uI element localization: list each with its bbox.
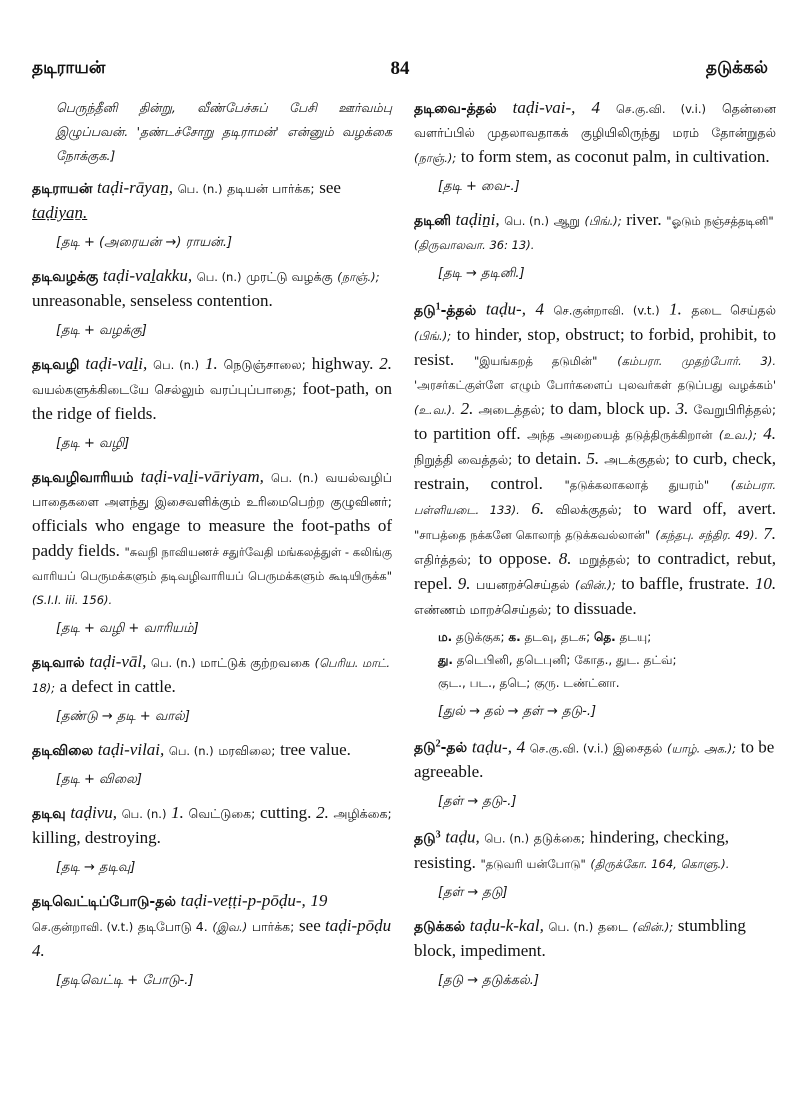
headword: தடிவழி xyxy=(32,357,80,373)
conjugation-class: 4 xyxy=(591,98,600,117)
citation: (கம்பரா. முதற்போர். 3). xyxy=(617,353,777,368)
citation: (பிங்.); xyxy=(414,328,452,343)
tamil-gloss: தடியன் பார்க்க; xyxy=(227,181,315,196)
english-gloss: to dissuade. xyxy=(556,598,637,618)
etymology: [தடி + விலை] xyxy=(56,772,142,787)
tamil-gloss: பார்க்க; xyxy=(251,919,295,934)
tamil-gloss: விலக்குதல்; xyxy=(555,501,622,517)
right-column xyxy=(414,96,776,1002)
english-gloss: to contradict, rebut, repel. xyxy=(414,548,777,593)
dictionary-entry xyxy=(32,889,392,992)
continuation-text: பெருந்தீனி தின்று, வீண்பேச்சுப் பேசி ஊர்வம்பு இழுப்பவன். 'தண்டச்சோறு தடிராமன்' என்னும் வழக்கை நோக்குக.] xyxy=(56,100,392,163)
grammar-label: பெ. (n.) xyxy=(548,919,594,934)
citation: (யாழ். அக.); xyxy=(667,741,737,756)
tamil-gloss: மாட்டுக் குற்றவகை xyxy=(200,655,310,670)
dictionary-entry xyxy=(32,465,392,640)
tamil-gloss: வயல்வழிப் பாதைகளை அளந்து இசைவளிக்கும் உரிமைபெற்ற குழுவினர்; xyxy=(32,470,393,509)
grammar-label: பெ. (n.) xyxy=(177,182,223,196)
english-gloss: cutting. xyxy=(259,803,312,822)
quotation: "இயங்கறத் தடுமின்" xyxy=(473,353,598,368)
transliteration: taḍi-vaḻakku, xyxy=(102,266,193,285)
tamil-gloss: தென்னை வளர்ப்பில் முதலாவதாகக் குழியிலிருந்து மரம் தோன்றுதல் xyxy=(414,101,776,140)
english-gloss: to oppose. xyxy=(478,548,552,568)
sense-number: 5. xyxy=(586,448,600,468)
running-head-left: தடிராயன் xyxy=(32,58,106,78)
tamil-gloss: மரவிலை; xyxy=(218,743,276,758)
citation: (நாஞ்.); xyxy=(337,270,380,284)
english-gloss: river. xyxy=(626,210,662,229)
homograph-number: 1 xyxy=(435,301,441,312)
citation: (பிங்.); xyxy=(584,214,622,228)
sense-number: 8. xyxy=(558,548,572,568)
cognate-line: து. தடெபினி, தடெபுனி; கோத., துட. தட்வ்; xyxy=(438,652,677,667)
english-gloss: see xyxy=(319,178,341,197)
citation: (நாஞ்.); xyxy=(414,151,457,165)
transliteration: taḍu-, xyxy=(485,299,526,319)
english-gloss: see xyxy=(299,916,326,935)
etymology: [தடி + வழி + வாரியம்] xyxy=(56,621,199,636)
grammar-label: பெ. (n.) xyxy=(153,358,200,372)
grammar-label: பெ. (n.) xyxy=(196,270,242,284)
transliteration: taḍi-vai-, xyxy=(512,98,576,117)
citation: (வின்.); xyxy=(575,577,616,592)
tamil-gloss: நெடுஞ்சாலை; xyxy=(223,357,306,372)
grammar-label: செ.கு.வி. (v.i.) xyxy=(529,741,609,756)
citation: (S.I.I. iii. 156). xyxy=(32,593,113,607)
quotation: 'அரசர்கட்குள்ளே எழும் போர்களைப் புலவர்கள் தடுப்பது வழக்கம்' xyxy=(414,377,776,392)
english-gloss: to dam, block up. xyxy=(550,398,671,418)
grammar-label: பெ. (n.) xyxy=(121,807,167,821)
dictionary-entry xyxy=(32,264,392,342)
dictionary-entry xyxy=(414,96,776,198)
transliteration: taḍivu, xyxy=(70,803,118,822)
english-gloss: tree value. xyxy=(280,740,351,759)
tamil-gloss: நிறுத்தி வைத்தல்; xyxy=(414,451,513,467)
headword: தடிவால் xyxy=(32,655,85,671)
english-gloss: killing, destroying. xyxy=(32,828,161,847)
etymology: [தள் → தடு-.] xyxy=(438,794,517,810)
cognate-line: ம. தடுக்குக; க. தடவு, தடசு; தெ. தடயு; xyxy=(438,629,652,644)
running-head-right: தடுக்கல் xyxy=(705,58,768,78)
headword: தடு$^3$ xyxy=(414,829,441,847)
quotation: "ஓடும் நஞ்சத்தடினி" xyxy=(666,214,774,228)
headword: தடு$^2$-தல் xyxy=(414,738,468,757)
tamil-gloss: தடை செய்தல் xyxy=(691,302,777,318)
sense-number: 7. xyxy=(763,523,776,543)
transliteration: taḍu-k-kal, xyxy=(469,915,544,935)
tamil-gloss: வேறுபிரித்தல்; xyxy=(693,401,777,417)
headword: தடிவிலை xyxy=(32,743,94,759)
citation: (பெரிய. மாட். 18); xyxy=(32,656,391,695)
page-header xyxy=(32,58,768,86)
tamil-gloss: தடுக்கை; xyxy=(533,830,586,846)
dictionary-entry xyxy=(414,823,776,904)
cognate-line: குட., பட., தடெ; குரு. டண்ட்னா. xyxy=(438,675,620,690)
sense-number: 6. xyxy=(531,498,545,518)
tamil-gloss: எதிர்த்தல்; xyxy=(414,551,472,567)
etymology: [தடி → தடிவு] xyxy=(56,860,136,875)
transliteration: taḍu, xyxy=(445,827,480,847)
headword: தடிராயன் xyxy=(32,181,93,197)
etymology: [தடி + வழக்கு] xyxy=(56,323,147,338)
sense-number: 1. xyxy=(204,354,218,373)
quotation: அந்த அறையைத் தடுத்திருக்கிறான் xyxy=(527,427,713,442)
english-gloss: to be agreeable. xyxy=(414,737,775,782)
dictionary-entry xyxy=(32,650,392,728)
citation: (திருக்கோ. 164, கொளு.). xyxy=(590,856,730,871)
tamil-gloss: எண்ணம் மாறச்செய்தல்; xyxy=(414,601,552,617)
dictionary-entry xyxy=(32,801,392,879)
grammar-label: செ.குன்றாவி. (v.t.) xyxy=(32,920,134,934)
transliteration: taḍi-rāyaṉ, xyxy=(97,178,174,197)
english-gloss: to detain. xyxy=(517,448,582,468)
tamil-gloss: முரட்டு வழக்கு xyxy=(246,269,333,284)
etymology: [தடி + (அரையன் →) ராயன்.] xyxy=(56,235,233,250)
dictionary-entry xyxy=(414,295,776,723)
english-gloss: a defect in cattle. xyxy=(59,677,176,696)
tamil-gloss: அழிக்கை; xyxy=(333,806,392,821)
dictionary-entry xyxy=(414,914,776,992)
transliteration: taḍi-vaḻi, xyxy=(85,354,148,373)
left-column xyxy=(32,96,392,1002)
english-gloss: stumbling block, impediment. xyxy=(414,915,746,960)
conjugation-class: 4 xyxy=(516,737,526,757)
citation: (உவ.); xyxy=(718,427,757,442)
transliteration: taḍi-vilai, xyxy=(97,740,165,759)
headword: தடிவழிவாரியம் xyxy=(32,470,134,486)
citation: (கந்தபு. சந்திர. 49). xyxy=(655,527,759,542)
tamil-gloss: பயனறச்செய்தல் xyxy=(476,576,570,592)
dictionary-entry xyxy=(414,208,776,285)
tamil-gloss: அடக்குதல்; xyxy=(604,451,670,467)
english-gloss: to partition off. xyxy=(414,423,521,443)
etymology: [தடி → தடினி.] xyxy=(438,266,525,281)
citation: (திருவாலவா. 36: 13). xyxy=(414,238,535,252)
tamil-gloss: ஆறு xyxy=(553,213,580,228)
grammar-label: செ.கு.வி. (v.i.) xyxy=(616,102,706,116)
sense-number: 3. xyxy=(675,398,689,418)
grammar-label: செ.குன்றாவி. (v.t.) xyxy=(553,303,660,318)
sense-number: 10. xyxy=(754,573,777,593)
english-gloss: to baffle, frustrate. xyxy=(621,573,750,593)
english-gloss: officials who engage to measure the foot-paths of paddy fields. xyxy=(32,516,392,560)
tamil-gloss: அடைத்தல்; xyxy=(478,401,546,417)
english-gloss: to ward off, avert. xyxy=(633,498,777,518)
headword: தடு$^1$-த்தல் xyxy=(414,301,477,319)
transliteration: taḍi-veṭṭi-p-pōḍu-, xyxy=(180,891,306,910)
sense-number: 9. xyxy=(457,573,471,593)
headword: தடுக்கல் xyxy=(414,918,466,935)
sense-number: 4. xyxy=(763,423,777,443)
grammar-label: பெ. (n.) xyxy=(168,744,214,758)
dictionary-entry xyxy=(414,733,776,814)
dictionary-entry xyxy=(32,738,392,791)
conjugation-class: 4 xyxy=(535,299,544,319)
sense-number: 1. xyxy=(669,299,682,319)
etymology: [தடு → தடுக்கல்.] xyxy=(438,972,539,988)
quotation: "சுவநி நாவியணச் சதுர்வேதி மங்கலத்துள் - கலிங்கு வாரியப் பெருமக்களும் தடிவழிவாரியப் பெருமக்களும் கூடியிருக்க" xyxy=(32,545,393,583)
headword: தடிவழக்கு xyxy=(32,269,99,285)
dictionary-entry xyxy=(32,176,392,254)
sense-number: 2. xyxy=(379,354,393,373)
headword: தடிவை-த்தல் xyxy=(414,101,497,117)
quotation: "தடுக்கலாகலாத் துயரம்" xyxy=(564,477,710,492)
transliteration: taḍi-vāl, xyxy=(89,652,147,671)
cross-reference: taḍi-pōḍu 4. xyxy=(32,916,392,960)
etymology: [தடி + வழி] xyxy=(56,436,130,451)
sense-number: 2. xyxy=(460,398,474,418)
cognates xyxy=(414,626,776,695)
english-gloss: hindering, checking, resisting. xyxy=(414,827,730,872)
grammar-label: பெ. (n.) xyxy=(504,214,549,228)
citation: (உ.வ.). xyxy=(414,402,456,417)
quotation: "சாபத்தை நக்கனே கொலாந் தடுக்கவல்லான்" xyxy=(414,527,651,542)
citation: (வின்.); xyxy=(632,919,674,934)
quotation: "தடுவரி யன்போடு" xyxy=(480,856,586,871)
etymology: [துல் → தல் → தள் → தடு-.] xyxy=(438,703,597,719)
sense-number: 1. xyxy=(171,803,184,822)
tamil-gloss: மறுத்தல்; xyxy=(578,551,631,567)
conjugation-class: 19 xyxy=(310,891,328,910)
cross-reference: taḍiyaṉ. xyxy=(32,203,88,222)
etymology: [தடி + வை-.] xyxy=(438,179,520,194)
english-gloss: highway. xyxy=(311,354,374,373)
grammar-label: பெ. (n.) xyxy=(151,656,196,670)
citation: (இவ.) xyxy=(212,920,248,934)
citation: (கம்பரா. பள்ளியடை. 133). xyxy=(414,477,776,517)
page-number: 84 xyxy=(390,58,410,79)
headword: தடினி xyxy=(414,213,452,229)
headword: தடிவெட்டிப்போடு-தல் xyxy=(32,894,176,910)
grammar-label: பெ. (n.) xyxy=(271,471,319,485)
transliteration: taḍiṉi, xyxy=(455,210,500,229)
etymology: [தடிவெட்டி + போடு-.] xyxy=(56,973,194,988)
english-gloss: to curb, check, restrain, control. xyxy=(414,448,777,493)
english-gloss: foot-path, on the ridge of fields. xyxy=(32,379,392,423)
homograph-number: 3 xyxy=(435,829,441,841)
etymology: [தள் → தடு] xyxy=(438,884,508,900)
english-gloss: unreasonable, senseless contention. xyxy=(32,291,273,310)
etymology: [தண்டு → தடி + வால்] xyxy=(56,709,190,724)
sense-number: 2. xyxy=(316,803,329,822)
tamil-gloss: தடிபோடு 4. xyxy=(137,919,208,934)
homograph-number: 2 xyxy=(435,738,441,750)
tamil-gloss: வெட்டுகை; xyxy=(188,806,256,821)
tamil-gloss: வயல்களுக்கிடையே செல்லும் வரப்புப்பாதை; xyxy=(32,382,297,397)
transliteration: taḍu-, xyxy=(471,737,512,757)
headword: தடிவு xyxy=(32,806,66,822)
english-gloss: to form stem, as coconut palm, in cultivation. xyxy=(460,147,770,166)
transliteration: taḍi-vaḻi-vāriyam, xyxy=(140,467,264,486)
tamil-gloss: தடை xyxy=(597,918,628,934)
english-gloss: to hinder, stop, obstruct; to forbid, prohibit, to resist. xyxy=(414,324,777,369)
tamil-gloss: இசைதல் xyxy=(612,740,663,756)
dictionary-entry xyxy=(32,352,392,455)
grammar-label: பெ. (n.) xyxy=(484,831,530,846)
